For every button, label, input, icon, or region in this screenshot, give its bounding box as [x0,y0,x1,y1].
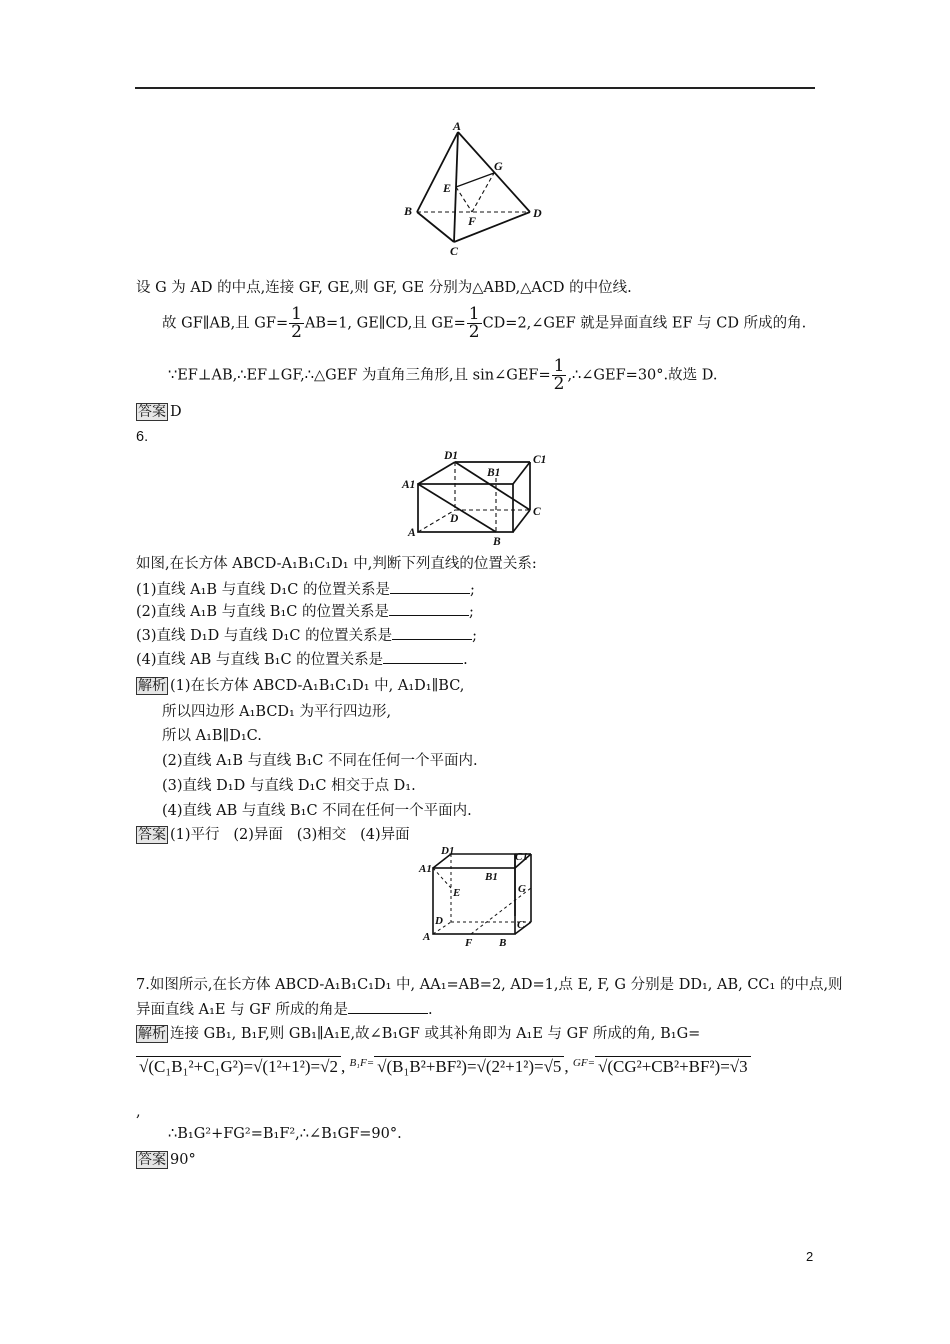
label-a: A [453,120,462,133]
analysis-7-comma: , [136,1104,141,1120]
label-d1: D1 [444,450,459,462]
question-6-item-2: (2)直线 A₁B 与直线 B₁C 的位置关系是 ; [136,604,474,620]
question-7-stem1: 7.如图所示,在长方体 ABCD-A₁B₁C₁D₁ 中, AA₁=AB=2, AD=1,点 E, F, G 分别是 DD₁, AB, CC₁ 的中点,则 [136,977,843,993]
label-b: B [499,937,507,948]
answer-6: 答案 (1)平行 (2)异面 (3)相交 (4)异面 [138,827,410,843]
analysis-tag: 解析 [138,678,166,694]
formula-b1f: √(B₁B²+BF²)=√(2²+1²)=√5 [374,1056,564,1076]
tetrahedron-figure [400,120,560,260]
answer-blank[interactable] [348,1001,428,1014]
label-a1: A1 [419,863,432,875]
label-d1: D1 [441,846,455,857]
analysis-7-line1: 解析 连接 GB₁, B₁F,则 GB₁∥A₁E,故∠B₁GF 或其补角即为 A₁E 与 GF 所成的角, B₁G= [138,1026,701,1042]
label-b1: B1 [487,467,501,479]
label-c: C [450,244,459,258]
analysis-6-line1: 解析 (1)在长方体 ABCD-A₁B₁C₁D₁ 中, A₁D₁∥BC, [138,678,465,694]
label-b: B [493,536,501,548]
label-d: D [435,915,443,927]
analysis-6-line5: (3)直线 D₁D 与直线 D₁C 相交于点 D₁. [162,778,416,794]
question-6-item-1: (1)直线 A₁B 与直线 D₁C 的位置关系是 ; [136,582,475,598]
formula-b1g: √(C₁B₁²+C₁G²)=√(1²+1²)=√2 [136,1056,341,1076]
analysis-7-math: √(C₁B₁²+C₁G²)=√(1²+1²)=√2 , $^{B_1F=}$ √(B₁B²+BF²)=√(2²+1²)=√5 , $^{GF=}$ √(CG²+CB²+BF²)=√3 [136,1057,751,1077]
answer-blank[interactable] [392,627,472,640]
label-c: C [517,919,525,931]
label-g: G [518,883,526,895]
question-6-item-4: (4)直线 AB 与直线 B₁C 的位置关系是 . [136,652,468,668]
analysis-6-line4: (2)直线 A₁B 与直线 B₁C 不同在任何一个平面内. [162,753,478,769]
label-c1: C1 [533,454,547,466]
answer-tag: 答案 [138,404,166,420]
answer-tag: 答案 [138,827,166,843]
formula-gf: √(CG²+CB²+BF²)=√3 [595,1056,751,1076]
label-d: D [450,513,459,525]
solution-5-line3: ∵EF⊥AB,∴EF⊥GF,∴△GEF 为直角三角形,且 sin∠GEF= $\frac{1}{2}$ ,∴∠GEF=30°.故选 D. [168,356,718,394]
cuboid-figure-q7 [415,846,545,948]
label-a1: A1 [402,479,416,491]
analysis-7-conclusion: ∴B₁G²+FG²=B₁F²,∴∠B₁GF=90°. [168,1126,402,1142]
analysis-6-line2: 所以四边形 A₁BCD₁ 为平行四边形, [162,704,392,720]
question-6-item-3: (3)直线 D₁D 与直线 D₁C 的位置关系是 ; [136,628,477,644]
label-e: E [443,181,452,195]
cuboid-figure-q6 [400,448,560,548]
question-6-stem: 如图,在长方体 ABCD-A₁B₁C₁D₁ 中,判断下列直线的位置关系: [136,556,537,572]
label-f: F [465,937,473,948]
answer-blank[interactable] [389,603,469,616]
header-rule [135,87,815,89]
label-f: F [468,214,477,228]
answer-blank[interactable] [390,581,470,594]
question-7-stem2: 异面直线 A₁E 与 GF 所成的角是 . [136,1002,433,1018]
solution-5-line1: 设 G 为 AD 的中点,连接 GF, GE,则 GF, GE 分别为△ABD,△ACD 的中位线. [136,280,632,296]
answer-blank[interactable] [383,651,463,664]
fraction-half: $\frac{1}{2}$ [553,356,565,394]
label-a: A [423,931,431,943]
label-gf: GF= [572,1057,596,1069]
analysis-tag: 解析 [138,1026,166,1042]
fraction-half: $\frac{1}{2}$ [468,304,480,342]
answer-5: 答案 D [138,404,182,420]
label-e: E [453,887,461,899]
label-c1: C1 [515,851,528,863]
label-c: C [533,506,541,518]
label-b1f: B₁F= [349,1057,375,1069]
analysis-6-line3: 所以 A₁B∥D₁C. [162,728,262,744]
label-g: G [494,159,503,173]
label-a: A [408,527,416,539]
label-b: B [404,204,413,218]
label-b1: B1 [485,871,498,883]
analysis-6-line6: (4)直线 AB 与直线 B₁C 不同在任何一个平面内. [162,803,472,819]
answer-7: 答案 90° [138,1152,196,1168]
answer-tag: 答案 [138,1152,166,1168]
fraction-half: $\frac{1}{2}$ [291,304,302,342]
question-6-number: 6. [136,429,149,445]
solution-5-line2: 故 GF∥AB,且 GF= $\frac{1}{2}$ AB=1, GE∥CD,且 GE= $\frac{1}{2}$ CD=2,∠GEF 就是异面直线 EF 与 CD 所成的角. [162,304,807,342]
label-d: D [533,206,542,220]
page-number: 2 [806,1249,814,1264]
